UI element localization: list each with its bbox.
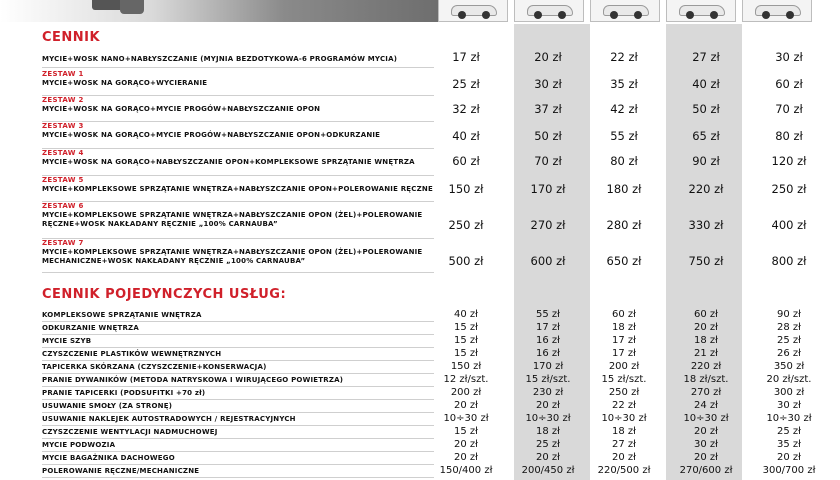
service-description [42, 350, 434, 359]
package-description [42, 176, 434, 194]
logo-mark-secondary [120, 0, 144, 14]
service-price: 170 zł [532, 361, 564, 372]
service-price: 20 zł [536, 452, 560, 463]
package-set-label: ZESTAW 4 [42, 149, 84, 157]
package-price: 25 zł [452, 77, 480, 91]
service-description [42, 363, 434, 372]
car-suv-icon [679, 5, 725, 16]
service-name: CZYSZCZENIE PLASTIKÓW WEWNĘTRZNYCH [42, 350, 222, 358]
service-price: 15 zł [454, 426, 478, 437]
service-name: USUWANIE NAKLEJEK AUTOSTRADOWYCH / REJESTRACYJNYCH [42, 415, 296, 423]
service-price: 230 zł [532, 387, 564, 398]
service-price: 17 zł [612, 348, 636, 359]
service-price: 20 zł [454, 452, 478, 463]
service-price: 200/450 zł [521, 465, 575, 476]
package-price: 60 zł [452, 154, 480, 168]
package-services-text: MYCIE+KOMPLEKSOWE SPRZĄTANIE WNĘTRZA+NABŁYSZCZANIE OPON (ŻEL)+POLEROWANIE [42, 211, 423, 219]
package-price: 170 zł [530, 182, 566, 196]
package-description [42, 55, 434, 64]
package-services-text: MYCIE+KOMPLEKSOWE SPRZĄTANIE WNĘTRZA+NABŁYSZCZANIE OPON (ŻEL)+POLEROWANIE [42, 248, 423, 256]
service-description [42, 428, 434, 437]
package-price: 20 zł [534, 50, 562, 64]
service-price: 15 zł/szt. [601, 374, 647, 385]
service-price: 20 zł [612, 452, 636, 463]
service-price: 20 zł [454, 400, 478, 411]
service-description [42, 311, 434, 320]
car-category-5 [742, 0, 812, 22]
service-price: 25 zł [777, 426, 801, 437]
service-price: 20 zł/szt. [766, 374, 812, 385]
package-price: 330 zł [688, 218, 724, 232]
service-price: 200 zł [450, 387, 482, 398]
service-description [42, 467, 434, 476]
car-mini-icon [451, 5, 497, 16]
service-price: 90 zł [777, 309, 801, 320]
service-description [42, 454, 434, 463]
service-price: 15 zł [454, 348, 478, 359]
service-description [42, 324, 434, 333]
package-price: 32 zł [452, 102, 480, 116]
service-description [42, 389, 434, 398]
package-price: 55 zł [610, 129, 638, 143]
service-price: 18 zł [694, 335, 718, 346]
service-price: 10÷30 zł [443, 413, 489, 424]
service-price: 30 zł [777, 400, 801, 411]
package-set-label: ZESTAW 5 [42, 176, 84, 184]
service-price: 18 zł [612, 322, 636, 333]
car-category-1 [438, 0, 508, 22]
service-price: 20 zł [694, 426, 718, 437]
package-set-label: ZESTAW 7 [42, 239, 84, 247]
car-category-3 [590, 0, 660, 22]
package-description [42, 202, 434, 229]
package-set-label: ZESTAW 2 [42, 96, 84, 104]
package-price: 40 zł [692, 77, 720, 91]
package-set-label: ZESTAW 6 [42, 202, 84, 210]
package-description [42, 239, 434, 266]
service-price: 270 zł [690, 387, 722, 398]
service-name: TAPICERKA SKÓRZANA (CZYSZCZENIE+KONSERWACJA) [42, 363, 267, 371]
service-price: 200 zł [608, 361, 640, 372]
service-price: 10÷30 zł [766, 413, 812, 424]
package-services-text: MYCIE+WOSK NANO+NABŁYSZCZANIE (MYJNIA BEZDOTYKOWA-6 PROGRAMÓW MYCIA) [42, 55, 398, 63]
service-name: KOMPLEKSOWE SPRZĄTANIE WNĘTRZA [42, 311, 202, 319]
service-price: 20 zł [777, 452, 801, 463]
service-price: 15 zł/szt. [525, 374, 571, 385]
package-price: 80 zł [775, 129, 803, 143]
service-price: 28 zł [777, 322, 801, 333]
header-banner [0, 0, 438, 22]
car-compact-icon [603, 5, 649, 16]
service-price: 55 zł [536, 309, 560, 320]
service-price: 22 zł [612, 400, 636, 411]
package-price: 65 zł [692, 129, 720, 143]
service-price: 20 zł [694, 322, 718, 333]
package-price: 37 zł [534, 102, 562, 116]
service-price: 35 zł [777, 439, 801, 450]
package-services-text: MYCIE+KOMPLEKSOWE SPRZĄTANIE WNĘTRZA+NABŁYSZCZANIE OPON+POLEROWANIE RĘCZNE [42, 185, 433, 193]
service-price: 60 zł [694, 309, 718, 320]
package-price: 40 zł [452, 129, 480, 143]
package-set-label: ZESTAW 3 [42, 122, 84, 130]
service-price: 270/600 zł [679, 465, 733, 476]
car-sedan-icon [527, 5, 573, 16]
service-price: 150 zł [450, 361, 482, 372]
package-services-text: MECHANICZNE+WOSK NAKŁADANY RĘCZNIE „100% CARNAUBA” [42, 257, 306, 265]
service-price: 20 zł [536, 400, 560, 411]
service-name: MYCIE BAGAŻNIKA DACHOWEGO [42, 454, 175, 462]
package-price: 270 zł [530, 218, 566, 232]
service-price: 40 zł [454, 309, 478, 320]
service-price: 17 zł [536, 322, 560, 333]
service-price: 10÷30 zł [683, 413, 729, 424]
service-description [42, 337, 434, 346]
service-price: 300 zł [773, 387, 805, 398]
service-price: 24 zł [694, 400, 718, 411]
package-price: 220 zł [688, 182, 724, 196]
package-price: 800 zł [771, 254, 807, 268]
service-name: MYCIE SZYB [42, 337, 92, 345]
package-price: 30 zł [534, 77, 562, 91]
service-price: 20 zł [694, 452, 718, 463]
package-price: 50 zł [692, 102, 720, 116]
row-divider [42, 67, 434, 68]
package-services-text: MYCIE+WOSK NA GORĄCO+MYCIE PROGÓW+NABŁYSZCZANIE OPON [42, 105, 321, 113]
package-price: 600 zł [530, 254, 566, 268]
package-price: 22 zł [610, 50, 638, 64]
package-price: 180 zł [606, 182, 642, 196]
main-title: CENNIK [42, 30, 101, 45]
package-description [42, 70, 434, 88]
service-price: 250 zł [608, 387, 640, 398]
service-price: 10÷30 zł [525, 413, 571, 424]
package-price: 120 zł [771, 154, 807, 168]
service-price: 220 zł [690, 361, 722, 372]
service-price: 350 zł [773, 361, 805, 372]
service-description [42, 376, 434, 385]
package-price: 30 zł [775, 50, 803, 64]
service-price: 150/400 zł [439, 465, 493, 476]
service-price: 30 zł [694, 439, 718, 450]
package-description [42, 96, 434, 114]
package-price: 27 zł [692, 50, 720, 64]
package-price: 400 zł [771, 218, 807, 232]
service-price: 21 zł [694, 348, 718, 359]
service-name: POLEROWANIE RĘCZNE/MECHANICZNE [42, 467, 200, 475]
service-price: 16 zł [536, 348, 560, 359]
package-description [42, 149, 434, 167]
service-name: PRANIE TAPICERKI (PODSUFITKI +70 zł) [42, 389, 206, 397]
package-price: 80 zł [610, 154, 638, 168]
package-price: 17 zł [452, 50, 480, 64]
service-price: 300/700 zł [762, 465, 816, 476]
package-price: 90 zł [692, 154, 720, 168]
service-price: 15 zł [454, 335, 478, 346]
service-price: 17 zł [612, 335, 636, 346]
package-price: 250 zł [448, 218, 484, 232]
package-description [42, 122, 434, 140]
service-name: USUWANIE SMOŁY (ZA STRONĘ) [42, 402, 173, 410]
service-price: 16 zł [536, 335, 560, 346]
package-services-text: MYCIE+WOSK NA GORĄCO+NABŁYSZCZANIE OPON+KOMPLEKSOWE SPRZĄTANIE WNĘTRZA [42, 158, 415, 166]
package-price: 150 zł [448, 182, 484, 196]
package-price: 250 zł [771, 182, 807, 196]
package-price: 70 zł [775, 102, 803, 116]
service-price: 25 zł [777, 335, 801, 346]
row-divider [42, 477, 434, 478]
service-price: 10÷30 zł [601, 413, 647, 424]
service-price: 220/500 zł [597, 465, 651, 476]
service-price: 15 zł [454, 322, 478, 333]
car-van-icon [755, 5, 801, 16]
service-name: MYCIE PODWOZIA [42, 441, 116, 449]
service-description [42, 441, 434, 450]
service-name: ODKURZANIE WNĘTRZA [42, 324, 139, 332]
service-price: 12 zł/szt. [443, 374, 489, 385]
service-description [42, 402, 434, 411]
package-services-text: MYCIE+WOSK NA GORĄCO+MYCIE PROGÓW+NABŁYSZCZANIE OPON+ODKURZANIE [42, 131, 381, 139]
service-name: PRANIE DYWANIKÓW (METODA NATRYSKOWA I WIRUJĄCEGO POWIETRZA) [42, 376, 344, 384]
service-price: 27 zł [612, 439, 636, 450]
package-price: 280 zł [606, 218, 642, 232]
car-category-4 [666, 0, 736, 22]
package-price: 35 zł [610, 77, 638, 91]
service-price: 20 zł [454, 439, 478, 450]
row-divider [42, 272, 434, 273]
service-price: 18 zł/szt. [683, 374, 729, 385]
package-services-text: MYCIE+WOSK NA GORĄCO+WYCIERANIE [42, 79, 208, 87]
single-services-title: CENNIK POJEDYNCZYCH USŁUG: [42, 287, 287, 302]
package-price: 42 zł [610, 102, 638, 116]
service-price: 25 zł [536, 439, 560, 450]
package-price: 750 zł [688, 254, 724, 268]
service-name: CZYSZCZENIE WENTYLACJI NADMUCHOWEJ [42, 428, 218, 436]
car-category-2 [514, 0, 584, 22]
service-price: 18 zł [536, 426, 560, 437]
package-price: 60 zł [775, 77, 803, 91]
service-price: 26 zł [777, 348, 801, 359]
package-price: 650 zł [606, 254, 642, 268]
service-price: 18 zł [612, 426, 636, 437]
package-set-label: ZESTAW 1 [42, 70, 84, 78]
service-description [42, 415, 434, 424]
package-price: 500 zł [448, 254, 484, 268]
package-price: 70 zł [534, 154, 562, 168]
package-price: 50 zł [534, 129, 562, 143]
package-services-text: RĘCZNE+WOSK NAKŁADANY RĘCZNIE „100% CARNAUBA” [42, 220, 278, 228]
service-price: 60 zł [612, 309, 636, 320]
